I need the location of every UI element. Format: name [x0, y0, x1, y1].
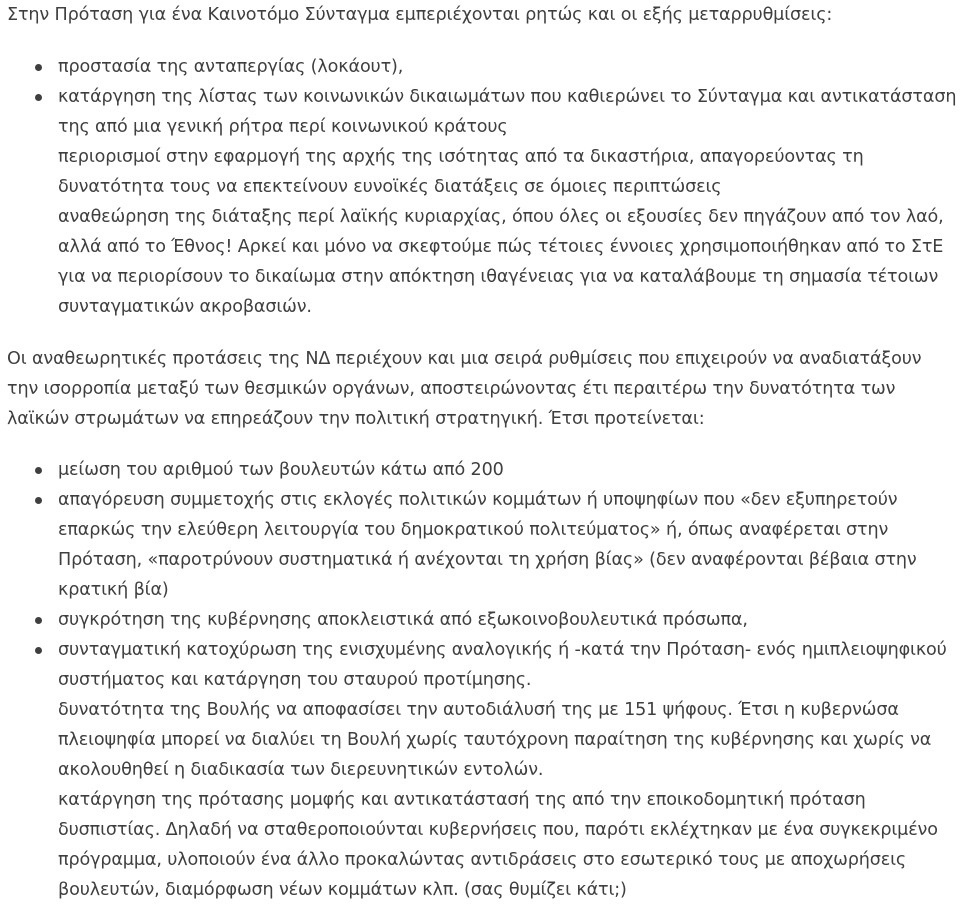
list-item	[41, 635, 957, 905]
proposals-paragraph: Οι αναθεωρητικές προτάσεις της ΝΔ περιέχουν και μια σειρά ρυθμίσεις που επιχειρούν να αναδιατάξουν την ισορροπία μεταξύ των θεσμικών οργάνων, αποστειρώνοντας έτι περαιτέρω την δυνατότητα των λαϊκών στρωμάτων να επηρεάζουν την πολιτική στρατηγική. Έτσι προτείνεται:	[7, 349, 922, 429]
list-item-text: απαγόρευση συμμετοχής στις εκλογές πολιτικών κομμάτων ή υποψηφίων που «δεν εξυπηρετούν επαρκώς την ελεύθερη λειτουργία του δημοκρατικού πολιτεύματος» ή, όπως αναφέρεται στην Πρόταση, «παροτρύνουν συστηματικά ή ανέχονται τη χρήση βίας» (δεν αναφέρονται βέβαια στην κρατική βία)	[58, 490, 917, 600]
proposals-list	[7, 455, 957, 905]
bullet-icon	[35, 94, 42, 101]
bullet-icon	[35, 497, 42, 504]
list-item	[41, 82, 957, 322]
list-item-continuation: περιορισμοί στην εφαρμογή της αρχής της ισότητας από τα δικαστήρια, απαγορεύοντας τη δυνατότητα τους να επεκτείνουν ευνοϊκές διατάξεις σε όμοιες περιπτώσεις	[58, 147, 864, 197]
list-item-text: συγκρότηση της κυβέρνησης αποκλειστικά από εξωκοινοβουλευτικά πρόσωπα,	[58, 610, 748, 630]
list-item-text: προστασία της ανταπεργίας (λοκάουτ),	[58, 57, 404, 77]
list-item-text: κατάργηση της λίστας των κοινωνικών δικαιωμάτων που καθιερώνει το Σύνταγμα και αντικατάσταση της από μια γενική ρήτρα περί κοινωνικού κράτους	[58, 87, 957, 137]
bullet-icon	[35, 64, 42, 71]
list-item-continuation: δυνατότητα της Βουλής να αποφασίσει την αυτοδιάλυσή της με 151 ψήφους. Έτσι η κυβερνώσα πλειοψηφία μπορεί να διαλύει τη Βουλή χωρίς ταυτόχρονη παραίτηση της κυβέρνησης και χωρίς να ακολουθηθεί η διαδικασία των διερευνητικών εντολών.	[58, 700, 932, 780]
list-item-continuation: κατάργηση της πρότασης μομφής και αντικατάστασή της από την εποικοδομητική πρόταση δυσπιστίας. Δηλαδή να σταθεροποιούνται κυβερνήσεις που, παρότι εκλέχτηκαν με ένα συγκεκριμένο πρόγραμμα, υλοποιούν ένα άλλο προκαλώντας αντιδράσεις στο εσωτερικό τους με αποχωρήσεις βουλευτών, διαμόρφωση νέων κομμάτων κλπ. (σας θυμίζει κάτι;)	[58, 790, 938, 900]
list-item-continuation: αναθεώρηση της διάταξης περί λαϊκής κυριαρχίας, όπου όλες οι εξουσίες δεν πηγάζουν από τον λαό, αλλά από το Έθνος! Αρκεί και μόνο να σκεφτούμε πώς τέτοιες έννοιες χρησιμοποιήθηκαν από το ΣτΕ για να περιορίσουν το δικαίωμα στην απόκτηση ιθαγένειας για να καταλάβουμε τη σημασία τέτοιων συνταγματικών ακροβασιών.	[58, 207, 944, 317]
list-item	[41, 485, 957, 605]
bullet-icon	[35, 647, 42, 654]
list-item	[41, 455, 957, 485]
list-item-text: μείωση του αριθμού των βουλευτών κάτω από 200	[58, 460, 504, 480]
bullet-icon	[35, 467, 42, 474]
list-item	[41, 52, 957, 82]
list-item-text: συνταγματική κατοχύρωση της ενισχυμένης αναλογικής ή -κατά την Πρόταση- ενός ημιπλειοψηφικού συστήματος και κατάργηση του σταυρού προτίμησης.	[58, 640, 947, 690]
bullet-icon	[35, 617, 42, 624]
intro-paragraph: Στην Πρόταση για ένα Καινοτόμο Σύνταγμα εμπεριέχονται ρητώς και οι εξής μεταρρυθμίσεις:	[7, 5, 833, 25]
reforms-list	[7, 52, 957, 322]
list-item	[41, 605, 957, 635]
